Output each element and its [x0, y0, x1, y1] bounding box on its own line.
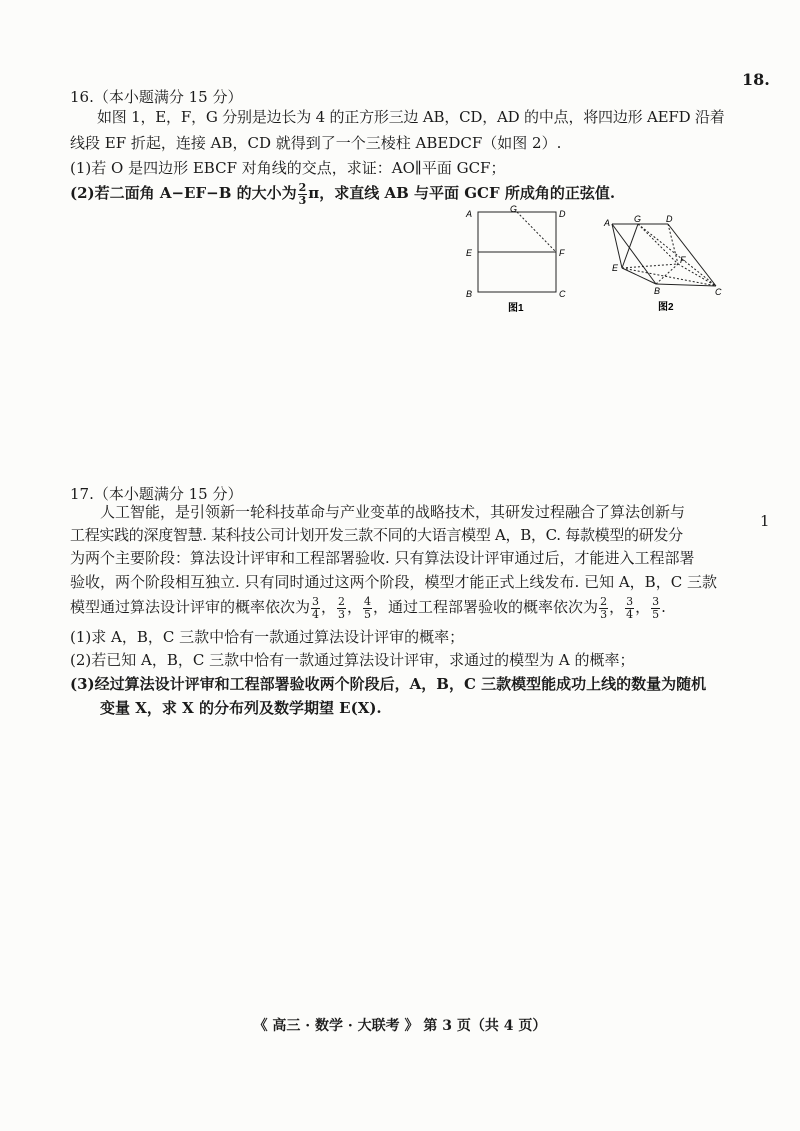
q17-line1: 人工智能，是引领新一轮科技革命与产业变革的战略技术，其研发过程融合了算法创新与 — [100, 503, 686, 521]
margin-number-side: 1 — [760, 512, 770, 530]
fig2-edge-BF — [656, 264, 678, 284]
fig2-label-G: G — [634, 214, 642, 224]
fig2-caption: 图2 — [658, 302, 674, 313]
fig2-label-A: A — [604, 218, 611, 228]
fig1-label-B: B — [466, 289, 473, 299]
fig2-label-F: F — [680, 255, 686, 265]
fraction-deploy-B: $\frac{3}{4}$ — [626, 594, 634, 621]
fig2-label-D: D — [666, 214, 673, 224]
fig2-edge-BC — [656, 284, 716, 286]
q16-line2: 线段 EF 折起，连接 AB，CD 就得到了一个三棱柱 ABEDCF（如图 2）. — [70, 134, 562, 152]
fig2-label-E: E — [612, 263, 619, 273]
q16-part2-pre: (2)若二面角 A−EF−B 的大小为 — [70, 184, 297, 202]
page-footer: 《 高三 · 数学 · 大联考 》 第 3 页（共 4 页） — [253, 1018, 547, 1034]
fig1-label-D: D — [559, 209, 566, 219]
fig2-edge-EB — [622, 268, 656, 284]
fraction-deploy-A: $\frac{2}{3}$ — [600, 594, 608, 621]
fraction-review-C: $\frac{4}{5}$ — [364, 594, 372, 621]
fig1-label-A: A — [466, 209, 473, 219]
q17-part2: (2)若已知 A，B，C 三款中恰有一款通过算法设计评审，求通过的模型为 A 的概率； — [70, 651, 635, 669]
q16-part2-post: ，求直线 AB 与平面 GCF 所成角的正弦值. — [319, 184, 616, 202]
fraction-review-A: $\frac{3}{4}$ — [312, 594, 320, 621]
q17-part1: (1)求 A，B，C 三款中恰有一款通过算法设计评审的概率； — [70, 628, 465, 646]
q16-line1: 如图 1，E，F，G 分别是边长为 4 的正方形三边 AB，CD，AD 的中点，将四边形 AEFD 沿着 — [97, 108, 725, 126]
fig1-label-C: C — [559, 289, 566, 299]
fig2-edge-EF — [622, 264, 678, 268]
q17-line2: 工程实践的深度智慧. 某科技公司计划开发三款不同的大语言模型 A，B，C. 每款模型的研发分 — [70, 526, 683, 544]
fig2-edge-GC — [638, 224, 716, 286]
figure-1 — [460, 204, 580, 316]
fraction-review-B: $\frac{2}{3}$ — [338, 594, 346, 621]
fraction-deploy-C: $\frac{3}{5}$ — [652, 594, 660, 621]
fig2-label-C: C — [715, 287, 722, 297]
fig1-label-F: F — [559, 248, 565, 258]
fig1-segment-GF — [517, 212, 556, 252]
q16-part1: (1)若 O 是四边形 EBCF 对角线的交点，求证：AO∥平面 GCF； — [70, 159, 506, 177]
q17-line5: 模型通过算法设计评审的概率依次为 $\frac{3}{4}$ ， $\frac{2}{3}$ ， $\frac{4}{5}$ ，通过工程部署验收的概率依次为 $\frac{2}{3}$ ， $\frac{3}{4}$ ， $\frac{3}{5}$ . — [70, 594, 666, 621]
fig2-edge-EG — [622, 224, 638, 268]
q17-line5-pre: 模型通过算法设计评审的概率依次为 — [70, 598, 311, 616]
fig2-edge-EC — [622, 268, 716, 286]
q17-line4: 验收，两个阶段相互独立. 只有同时通过这两个阶段，模型才能正式上线发布. 已知 A，B，C 三款 — [70, 573, 717, 591]
fig1-label-G: G — [510, 204, 518, 214]
q17-line5-mid: ，通过工程部署验收的概率依次为 — [373, 598, 599, 616]
q16-part2-fraction: $\frac{2}{3}$ — [298, 180, 307, 207]
margin-number-top: 18. — [742, 70, 770, 89]
fig1-caption: 图1 — [508, 303, 524, 314]
q16-header: 16.（本小题满分 15 分） — [70, 88, 243, 106]
q17-part3-line1: (3)经过算法设计评审和工程部署验收两个阶段后，A，B，C 三款模型能成功上线的数量为随机 — [70, 675, 707, 693]
q16-part2-pi: π — [308, 184, 320, 202]
q17-part3-line2: 变量 X，求 X 的分布列及数学期望 E(X). — [100, 699, 382, 717]
q17-line3: 为两个主要阶段：算法设计评审和工程部署验收. 只有算法设计评审通过后，才能进入工程部署 — [70, 549, 695, 567]
fig2-edge-GF — [638, 224, 678, 264]
q17-header: 17.（本小题满分 15 分） — [70, 485, 243, 503]
figure-2 — [598, 214, 728, 316]
fig2-edge-DC — [668, 224, 716, 286]
fig2-label-B: B — [654, 286, 661, 296]
fig1-label-E: E — [466, 248, 473, 258]
